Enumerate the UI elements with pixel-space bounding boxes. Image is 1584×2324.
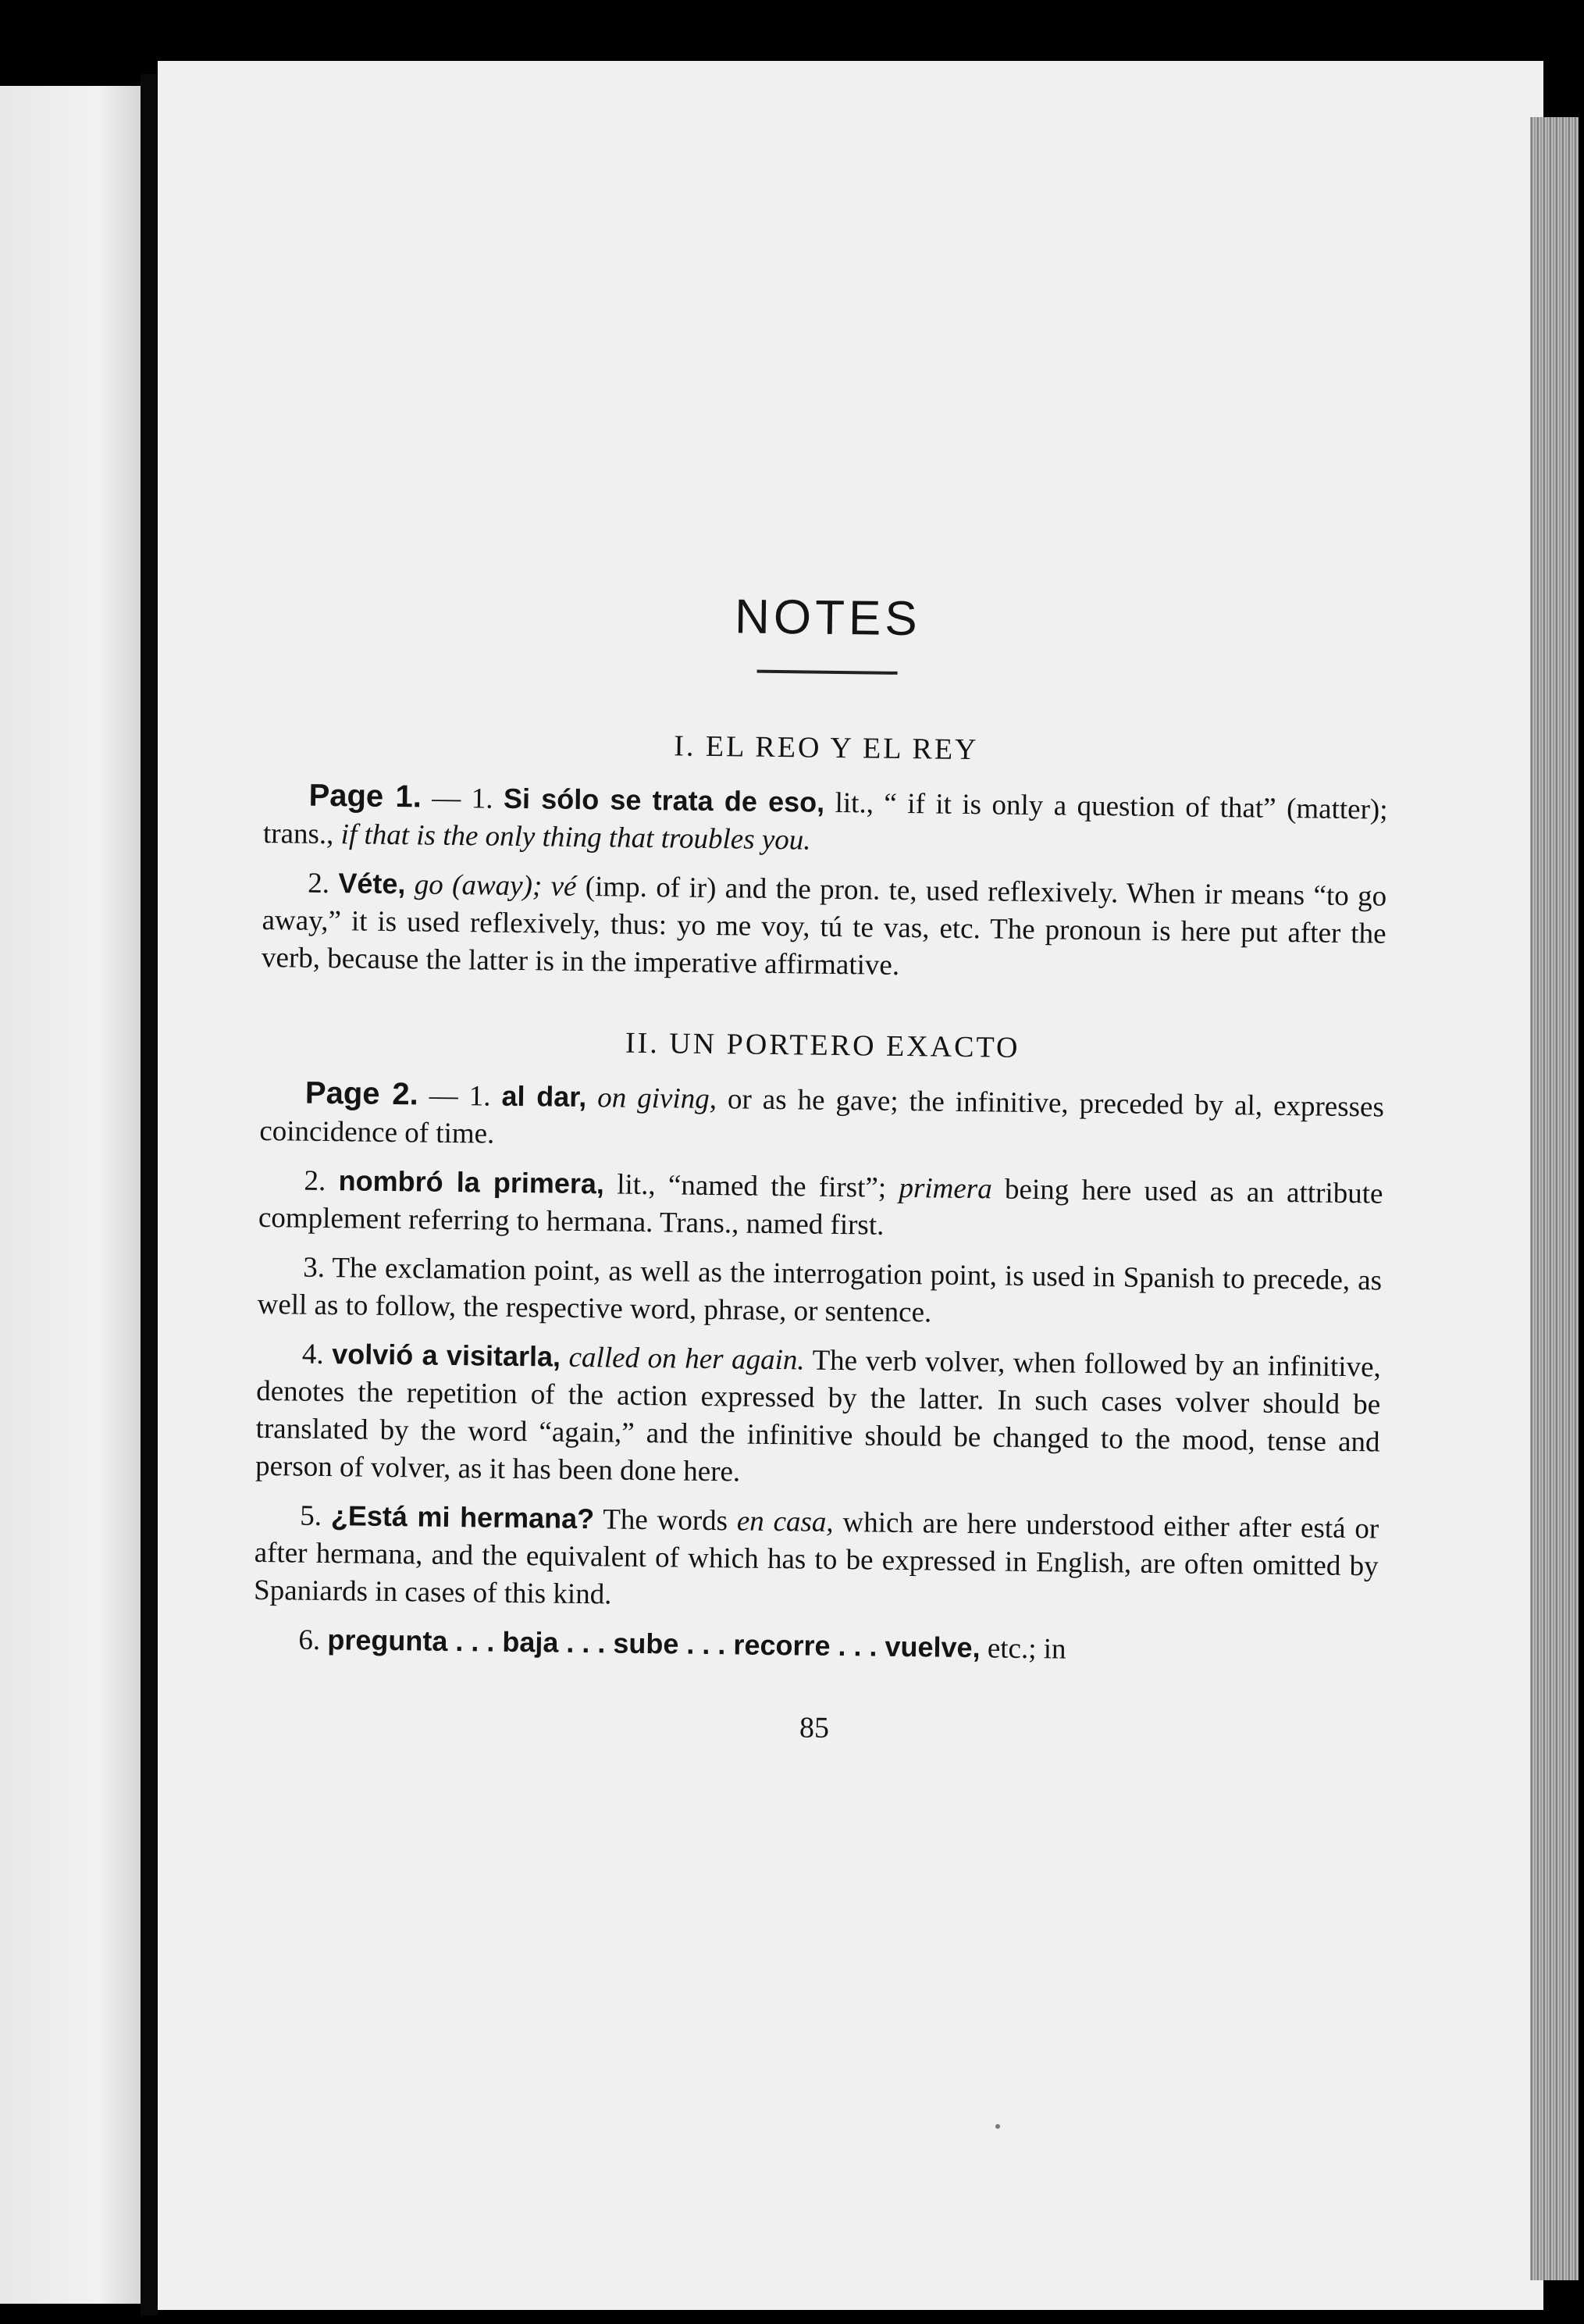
note-page2-2 [258, 1161, 1383, 1251]
note-text-continued: The verb volver, when followed by an infinitive, denotes the repetition of the action expressed by the latter. In such cases volver should be translated by the word “again,” and the infinitive should be changed to the mood, tense and person of volver, as it has been done here. [255, 1344, 1382, 1488]
note-translation: en casa, [736, 1505, 834, 1538]
note-translation: if that is the only thing that troubles you. [340, 818, 811, 857]
book-page [158, 61, 1543, 2310]
note-text-continued: which are here understood either after está or after hermana, and the equivalent of which has to be expressed in English, are often omitted by Spaniards in cases of this kind. [253, 1506, 1379, 1611]
note-translation: called on her again. [568, 1341, 805, 1377]
note-text-continued: or as he gave; the infinitive, preceded by al, expresses coincidence of time. [259, 1083, 1385, 1150]
note-translation: go (away); vé [414, 868, 577, 903]
note-term: pregunta . . . baja . . . sube . . . recorre . . . vuelve, [327, 1624, 981, 1664]
note-text [586, 1082, 597, 1114]
note-text-continued: being here used as an attribute complement referring to hermana. Trans., named first. [258, 1173, 1383, 1242]
note-number: 4. [301, 1338, 333, 1371]
note-text [405, 868, 415, 900]
page-reference: Page 2. [304, 1075, 419, 1112]
note-translation: on giving, [597, 1082, 717, 1116]
note-text: The exclamation point, as well as the interrogation point, is used in Spanish to precede, as well as to follow, the respective word, phrase, or sentence. [257, 1252, 1383, 1329]
note-page2-3 [257, 1248, 1382, 1338]
note-page2-4 [255, 1335, 1381, 1499]
title-divider [757, 670, 898, 675]
note-term: al dar, [501, 1079, 587, 1114]
note-page2-6 [253, 1620, 1377, 1673]
note-text: lit., “ if it is only a question of that” (matter); trans., [262, 786, 1388, 851]
scan-speck [995, 2124, 1000, 2129]
note-number: 5. [300, 1499, 332, 1533]
note-translation: primera [899, 1171, 992, 1206]
note-text: etc.; in [980, 1632, 1066, 1666]
book-gutter [141, 74, 158, 2315]
note-number: 2. [304, 1164, 339, 1198]
note-number: 3. [302, 1251, 333, 1285]
note-page2-5 [254, 1496, 1379, 1624]
note-number: — 1. [418, 1079, 502, 1113]
page-content [252, 514, 1391, 1753]
page-stack-edge [1530, 117, 1579, 2280]
page-title: NOTES [734, 590, 922, 647]
note-page1-2 [262, 864, 1387, 991]
note-number: — 1. [421, 782, 504, 815]
note-text [561, 1342, 569, 1374]
note-term: Véte, [338, 867, 406, 900]
note-number: 6. [298, 1624, 328, 1657]
section-un-portero-exacto [253, 1021, 1385, 1673]
page-reference: Page 1. [308, 778, 422, 814]
section-el-reo-y-el-rey [262, 723, 1389, 991]
section-heading: II. UN PORTERO EXACTO [625, 1026, 1020, 1064]
note-page1-1 [263, 776, 1388, 867]
note-term: Si sólo se trata de eso, [503, 782, 825, 818]
facing-page-edge [0, 86, 141, 2304]
section-heading: I. EL REO Y EL REY [673, 729, 979, 767]
note-page2-1 [259, 1074, 1384, 1164]
note-term: nombró la primera, [338, 1164, 605, 1200]
note-term: ¿Está mi hermana? [330, 1499, 595, 1535]
note-text: The words [593, 1503, 738, 1538]
page-number: 85 [799, 1711, 830, 1745]
note-text: lit., “named the first”; [603, 1168, 899, 1204]
note-text-continued: (imp. of ir) and the pron. te, used reflexively. When ir means “to go away,” it is used reflexively, thus: yo me voy, tú te vas, etc. The pronoun is here put after the verb, because the latter is in the imperative affirmative. [261, 870, 1387, 982]
note-number: 2. [307, 867, 339, 900]
note-term: volvió a visitarla, [331, 1338, 561, 1373]
